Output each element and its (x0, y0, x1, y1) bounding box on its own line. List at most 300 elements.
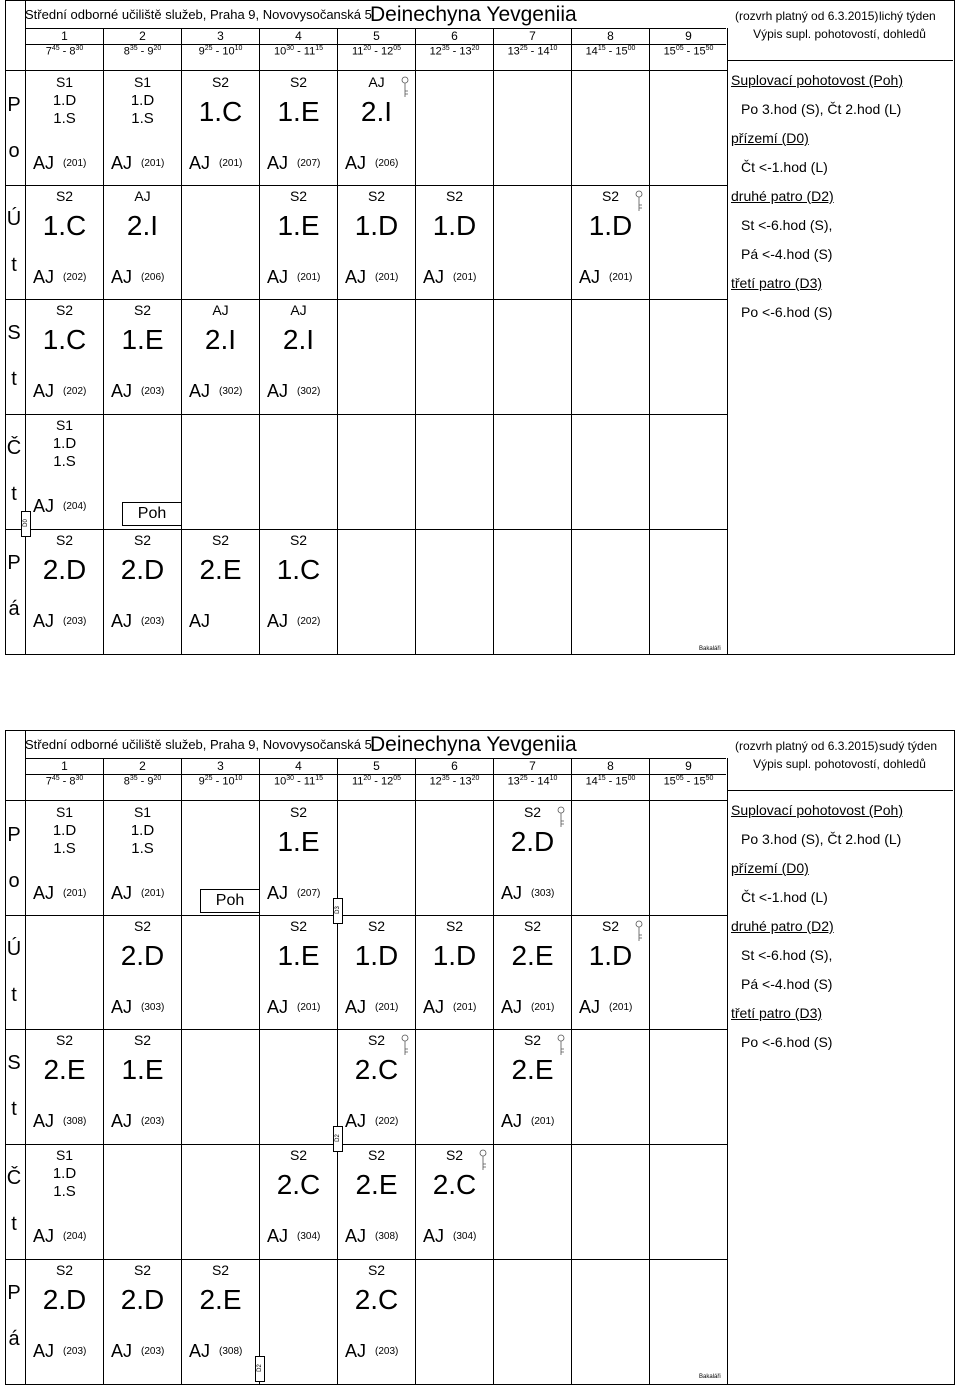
time-separator: - (59, 45, 70, 58)
time-end-hour: 12 (380, 775, 394, 788)
lesson-room-number: (303) (531, 888, 555, 899)
grid-column-line (415, 758, 416, 1384)
lesson-room: S2 (211, 532, 230, 548)
time-start-hour: 15 (663, 775, 676, 788)
lesson-class-line: 2.I (360, 96, 393, 127)
time-start-hour: 12 (429, 775, 442, 788)
time-end-hour: 8 (69, 45, 76, 58)
lesson-room: S1 (55, 417, 74, 433)
lesson-room-number: (203) (375, 1346, 399, 1357)
lesson-subject: AJ (189, 381, 211, 401)
lesson-room-number: (207) (297, 888, 321, 899)
lesson-class-line: 2.E (355, 1169, 398, 1200)
day-label: t (11, 984, 17, 1006)
time-end-minute: 10 (234, 45, 243, 52)
key-icon (398, 76, 412, 98)
lesson-room-number: (302) (219, 386, 243, 397)
lesson-class (26, 554, 103, 586)
time-separator: - (212, 775, 223, 788)
lesson-class-line: 2.C (276, 1169, 321, 1200)
lesson-room-number: (204) (63, 1231, 87, 1242)
brand-label: Bakaláři (699, 1374, 721, 1380)
time-start-hour: 13 (507, 45, 520, 58)
lesson-room-number: (201) (531, 1002, 555, 1013)
period-time (26, 45, 103, 58)
day-label: t (11, 254, 17, 276)
period-time (104, 45, 181, 58)
lesson-cell[interactable] (104, 300, 181, 414)
lesson-cell[interactable] (572, 916, 649, 1030)
lesson-class-line: 1.C (42, 324, 87, 355)
lesson-room-number: (201) (297, 1002, 321, 1013)
grid-column-line (649, 28, 650, 654)
lesson-room-number: (202) (297, 616, 321, 627)
period-number: 6 (451, 29, 458, 43)
lesson-class (182, 554, 259, 586)
lesson-class (104, 940, 181, 972)
lesson-room-number: (201) (453, 1002, 477, 1013)
lesson-class-line: 1.S (53, 110, 76, 127)
lesson-room-number: (203) (63, 616, 87, 627)
time-start-minute: 35 (129, 45, 138, 52)
side-panel-row: Suplovací pohotovost (Poh) (731, 72, 903, 88)
lesson-room-number: (201) (453, 272, 477, 283)
time-start-minute: 20 (363, 45, 372, 52)
lesson-cell[interactable] (494, 802, 571, 916)
time-end-hour: 9 (147, 775, 154, 788)
timetable-sheet (5, 730, 955, 1385)
lesson-room-number: (203) (63, 1346, 87, 1357)
lesson-class-line: 1.D (52, 822, 77, 839)
lesson-cell[interactable] (104, 186, 181, 300)
lesson-cell[interactable] (26, 186, 103, 300)
day-label: P (7, 552, 21, 574)
lesson-class-line: 1.E (121, 1054, 164, 1085)
lesson-class (494, 826, 571, 858)
time-start-hour: 8 (123, 775, 130, 788)
day-label: P (7, 94, 21, 116)
lesson-cell[interactable] (338, 1260, 415, 1374)
lesson-class (260, 940, 337, 972)
lesson-room: S2 (289, 1147, 308, 1163)
time-end-hour: 15 (693, 775, 706, 788)
period-time (338, 775, 415, 788)
lesson-subject: AJ (501, 1111, 523, 1131)
lesson-cell[interactable] (260, 186, 337, 300)
lesson-class (26, 324, 103, 356)
lesson-class-line: 2.D (42, 1284, 87, 1315)
lesson-subject: AJ (345, 997, 367, 1017)
lesson-subject: AJ (189, 1341, 211, 1361)
lesson-subject: AJ (111, 883, 133, 903)
lesson-class (182, 1284, 259, 1316)
grid-column-line (727, 758, 728, 1384)
lesson-cell[interactable] (104, 530, 181, 644)
lesson-room: S2 (55, 1262, 74, 1278)
lesson-subject: AJ (579, 267, 601, 287)
lesson-room-number: (201) (375, 272, 399, 283)
period-time (416, 775, 493, 788)
time-end-minute: 50 (705, 45, 714, 52)
lesson-subject: AJ (33, 883, 55, 903)
time-start-hour: 7 (45, 775, 52, 788)
lesson-cell[interactable] (182, 1260, 259, 1374)
lesson-cell[interactable] (260, 916, 337, 1030)
time-start-minute: 05 (675, 775, 684, 782)
time-start-hour: 8 (123, 45, 130, 58)
lesson-cell[interactable] (416, 186, 493, 300)
period-number: 4 (295, 759, 302, 773)
lesson-class (416, 210, 493, 242)
time-start-hour: 15 (663, 45, 676, 58)
lesson-class-line: 2.E (511, 1054, 554, 1085)
side-panel-header: Výpis supl. pohotovostí, dohledů (753, 27, 926, 41)
lesson-room: S1 (133, 804, 152, 820)
time-end-hour: 13 (459, 45, 472, 58)
lesson-room: S2 (367, 1262, 386, 1278)
lesson-room: S2 (289, 188, 308, 204)
duty-tag (333, 898, 343, 924)
lesson-room: S1 (55, 804, 74, 820)
lesson-class-line: 2.D (42, 554, 87, 585)
lesson-class-line: 1.D (354, 940, 399, 971)
grid-column-line (493, 28, 494, 654)
lesson-room-number: (202) (375, 1116, 399, 1127)
lesson-room-number: (308) (63, 1116, 87, 1127)
lesson-subject: AJ (423, 267, 445, 287)
school-name: Střední odborné učiliště služeb, Praha 9, Novovysočanská 5 (25, 7, 372, 22)
time-start-minute: 35 (441, 775, 450, 782)
time-start-minute: 25 (519, 775, 528, 782)
lesson-room: AJ (212, 302, 229, 318)
day-label: S (7, 1052, 21, 1074)
lesson-class (338, 1169, 415, 1201)
lesson-class (104, 210, 181, 242)
lesson-cell[interactable] (338, 1030, 415, 1144)
lesson-room: S2 (445, 1147, 464, 1163)
valid-from: (rozvrh platný od 6.3.2015) (735, 9, 879, 23)
time-end-hour: 11 (303, 45, 316, 58)
side-panel-row: Po 3.hod (S), Čt 2.hod (L) (741, 101, 902, 117)
lesson-cell[interactable] (26, 415, 103, 529)
time-separator: - (294, 45, 304, 58)
lesson-cell[interactable] (338, 1145, 415, 1259)
time-start-hour: 9 (198, 45, 205, 58)
lesson-class (260, 1169, 337, 1201)
time-start-hour: 9 (198, 775, 205, 788)
period-number: 3 (217, 759, 224, 773)
teacher-name: Deinechyna Yevgeniia (370, 733, 577, 756)
lesson-class-line: 1.E (277, 96, 320, 127)
period-time (494, 45, 571, 58)
lesson-room-number: (202) (63, 272, 87, 283)
lesson-room: S2 (523, 918, 542, 934)
side-panel-row: St <-6.hod (S), (741, 217, 833, 233)
day-label: t (11, 1098, 17, 1120)
day-label: Č (6, 437, 22, 459)
lesson-cell[interactable] (182, 530, 259, 644)
time-end-hour: 15 (615, 45, 628, 58)
time-start-hour: 13 (507, 775, 520, 788)
lesson-room-number: (303) (141, 1002, 165, 1013)
lesson-cell[interactable] (26, 300, 103, 414)
lesson-cell[interactable] (260, 300, 337, 414)
time-end-minute: 20 (153, 775, 162, 782)
time-separator: - (527, 45, 538, 58)
side-panel-row: Čt <-1.hod (L) (741, 159, 828, 175)
lesson-class (104, 554, 181, 586)
week-type: lichý týden (879, 9, 936, 23)
lesson-room-number: (302) (297, 386, 321, 397)
lesson-class (494, 1054, 571, 1086)
lesson-cell[interactable] (104, 1030, 181, 1144)
lesson-room: S2 (55, 532, 74, 548)
lesson-class (26, 822, 103, 858)
period-time (104, 775, 181, 788)
side-panel-row: Pá <-4.hod (S) (741, 246, 833, 262)
lesson-cell[interactable] (26, 72, 103, 186)
lesson-subject: AJ (345, 1341, 367, 1361)
lesson-room: S1 (133, 74, 152, 90)
lesson-room: S2 (289, 804, 308, 820)
day-label: Č (6, 1167, 22, 1189)
lesson-class-line: 2.I (126, 210, 159, 241)
lesson-room: S2 (55, 188, 74, 204)
lesson-subject: AJ (267, 153, 289, 173)
lesson-cell[interactable] (494, 916, 571, 1030)
duty-tag (255, 1356, 265, 1382)
lesson-class-line: 1.D (52, 435, 77, 452)
lesson-subject: AJ (267, 997, 289, 1017)
side-panel-row: Čt <-1.hod (L) (741, 889, 828, 905)
side-panel-row: Pá <-4.hod (S) (741, 976, 833, 992)
day-label: o (8, 140, 20, 162)
lesson-class (260, 210, 337, 242)
duty-tag-label: D0 (23, 519, 29, 527)
lesson-class (104, 92, 181, 128)
lesson-room-number: (201) (219, 158, 243, 169)
lesson-class-line: 2.E (199, 554, 242, 585)
lesson-class (338, 1054, 415, 1086)
lesson-class-line: 1.D (130, 822, 155, 839)
period-number: 8 (607, 29, 614, 43)
lesson-cell[interactable] (260, 802, 337, 916)
lesson-class (26, 435, 103, 471)
time-end-hour: 12 (380, 45, 394, 58)
time-end-minute: 15 (315, 775, 324, 782)
lesson-cell[interactable] (26, 1030, 103, 1144)
key-icon (632, 920, 646, 942)
lesson-cell[interactable] (260, 72, 337, 186)
valid-from: (rozvrh platný od 6.3.2015) (735, 739, 879, 753)
lesson-room: S2 (523, 804, 542, 820)
period-time (338, 45, 415, 58)
brand-label: Bakaláři (699, 646, 721, 652)
lesson-subject: AJ (345, 153, 367, 173)
lesson-room: S2 (445, 918, 464, 934)
period-time (572, 775, 649, 788)
lesson-subject: AJ (33, 267, 55, 287)
lesson-class (104, 324, 181, 356)
lesson-room-number: (201) (375, 1002, 399, 1013)
duty-tag-label: D2 (257, 1364, 263, 1372)
period-number: 5 (373, 29, 380, 43)
period-number: 2 (139, 759, 146, 773)
day-label: á (8, 1328, 20, 1350)
duty-tag (333, 1126, 343, 1152)
duty-tag-label: D3 (335, 906, 341, 914)
lesson-room-number: (201) (141, 888, 165, 899)
day-label: Ú (6, 208, 22, 230)
lesson-cell[interactable] (416, 916, 493, 1030)
time-separator: - (294, 775, 304, 788)
lesson-cell[interactable] (338, 72, 415, 186)
lesson-class (104, 822, 181, 858)
period-number: 4 (295, 29, 302, 43)
lesson-class (26, 1284, 103, 1316)
lesson-subject: AJ (267, 883, 289, 903)
time-start-minute: 30 (286, 775, 295, 782)
period-number: 3 (217, 29, 224, 43)
lesson-subject: AJ (33, 1341, 55, 1361)
lesson-cell[interactable] (182, 300, 259, 414)
lesson-room: S1 (55, 1147, 74, 1163)
lesson-cell[interactable] (104, 916, 181, 1030)
lesson-cell[interactable] (260, 1145, 337, 1259)
time-end-minute: 30 (75, 45, 84, 52)
day-label: t (11, 1213, 17, 1235)
lesson-room-number: (201) (141, 158, 165, 169)
lesson-cell[interactable] (26, 530, 103, 644)
lesson-cell[interactable] (104, 72, 181, 186)
lesson-cell[interactable] (338, 916, 415, 1030)
time-end-minute: 10 (549, 45, 558, 52)
lesson-cell[interactable] (104, 1260, 181, 1374)
time-end-minute: 10 (549, 775, 558, 782)
school-name: Střední odborné učiliště služeb, Praha 9, Novovysočanská 5 (25, 737, 372, 752)
lesson-room: S2 (445, 188, 464, 204)
lesson-class-line: 2.C (354, 1284, 399, 1315)
lesson-room: AJ (368, 74, 385, 90)
time-end-minute: 00 (627, 45, 636, 52)
time-start-hour: 12 (429, 45, 442, 58)
lesson-cell[interactable] (26, 802, 103, 916)
time-end-minute: 05 (393, 775, 402, 782)
lesson-room: S2 (289, 74, 308, 90)
time-end-minute: 05 (393, 45, 402, 52)
time-end-minute: 15 (315, 45, 324, 52)
lesson-subject: AJ (111, 153, 133, 173)
side-panel-row: Suplovací pohotovost (Poh) (731, 802, 903, 818)
lesson-room-number: (201) (63, 888, 87, 899)
lesson-class (26, 1165, 103, 1201)
day-label: t (11, 368, 17, 390)
lesson-cell[interactable] (416, 1145, 493, 1259)
lesson-subject: AJ (189, 153, 211, 173)
lesson-cell[interactable] (182, 72, 259, 186)
lesson-class (104, 1284, 181, 1316)
key-icon (554, 1034, 568, 1056)
lesson-class (338, 940, 415, 972)
lesson-class (26, 1054, 103, 1086)
period-number: 7 (529, 759, 536, 773)
lesson-room: S1 (55, 74, 74, 90)
time-start-hour: 14 (585, 775, 598, 788)
time-start-minute: 15 (597, 45, 606, 52)
lesson-class (416, 940, 493, 972)
lesson-class (182, 96, 259, 128)
time-separator: - (605, 775, 616, 788)
side-panel-row: Po <-6.hod (S) (741, 304, 833, 320)
lesson-room: S2 (367, 1147, 386, 1163)
lesson-subject: AJ (111, 381, 133, 401)
lesson-room-number: (203) (141, 616, 165, 627)
time-end-minute: 50 (705, 775, 714, 782)
grid-column-line (415, 28, 416, 654)
lesson-cell[interactable] (104, 802, 181, 916)
lesson-room: S2 (367, 918, 386, 934)
lesson-room-number: (206) (141, 272, 165, 283)
time-end-hour: 15 (693, 45, 706, 58)
key-icon (632, 190, 646, 212)
lesson-subject: AJ (33, 381, 55, 401)
lesson-class (494, 940, 571, 972)
standby-box: Poh (122, 502, 182, 526)
lesson-room: AJ (134, 188, 151, 204)
day-label: o (8, 870, 20, 892)
lesson-room: S2 (133, 302, 152, 318)
lesson-room: S2 (289, 918, 308, 934)
lesson-cell[interactable] (494, 1030, 571, 1144)
time-start-minute: 45 (51, 45, 60, 52)
duty-tag-label: D2 (335, 1134, 341, 1142)
lesson-class-line: 1.E (121, 324, 164, 355)
lesson-class-line: 1.S (53, 840, 76, 857)
time-end-hour: 11 (303, 775, 316, 788)
day-label: Ú (6, 938, 22, 960)
lesson-room: S2 (133, 918, 152, 934)
lesson-cell[interactable] (260, 530, 337, 644)
timetable-sheet (5, 0, 955, 655)
lesson-room-number: (206) (375, 158, 399, 169)
time-end-hour: 10 (222, 45, 235, 58)
lesson-subject: AJ (345, 267, 367, 287)
lesson-cell[interactable] (26, 1260, 103, 1374)
lesson-class-line: 2.C (432, 1169, 477, 1200)
lesson-subject: AJ (345, 1226, 367, 1246)
lesson-subject: AJ (111, 267, 133, 287)
lesson-cell[interactable] (572, 186, 649, 300)
lesson-cell[interactable] (338, 186, 415, 300)
lesson-subject: AJ (579, 997, 601, 1017)
period-time (650, 45, 727, 58)
lesson-class-line: 1.D (52, 1165, 77, 1182)
lesson-subject: AJ (189, 611, 211, 631)
lesson-class-line: 2.I (204, 324, 237, 355)
lesson-room-number: (203) (141, 386, 165, 397)
period-time (494, 775, 571, 788)
grid-column-line (25, 730, 26, 758)
lesson-class-line: 1.E (277, 940, 320, 971)
lesson-cell[interactable] (26, 1145, 103, 1259)
lesson-room-number: (204) (63, 501, 87, 512)
lesson-room: S2 (133, 1032, 152, 1048)
time-start-minute: 15 (597, 775, 606, 782)
lesson-class (260, 554, 337, 586)
key-icon (476, 1149, 490, 1171)
lesson-room-number: (304) (453, 1231, 477, 1242)
period-time (182, 45, 259, 58)
